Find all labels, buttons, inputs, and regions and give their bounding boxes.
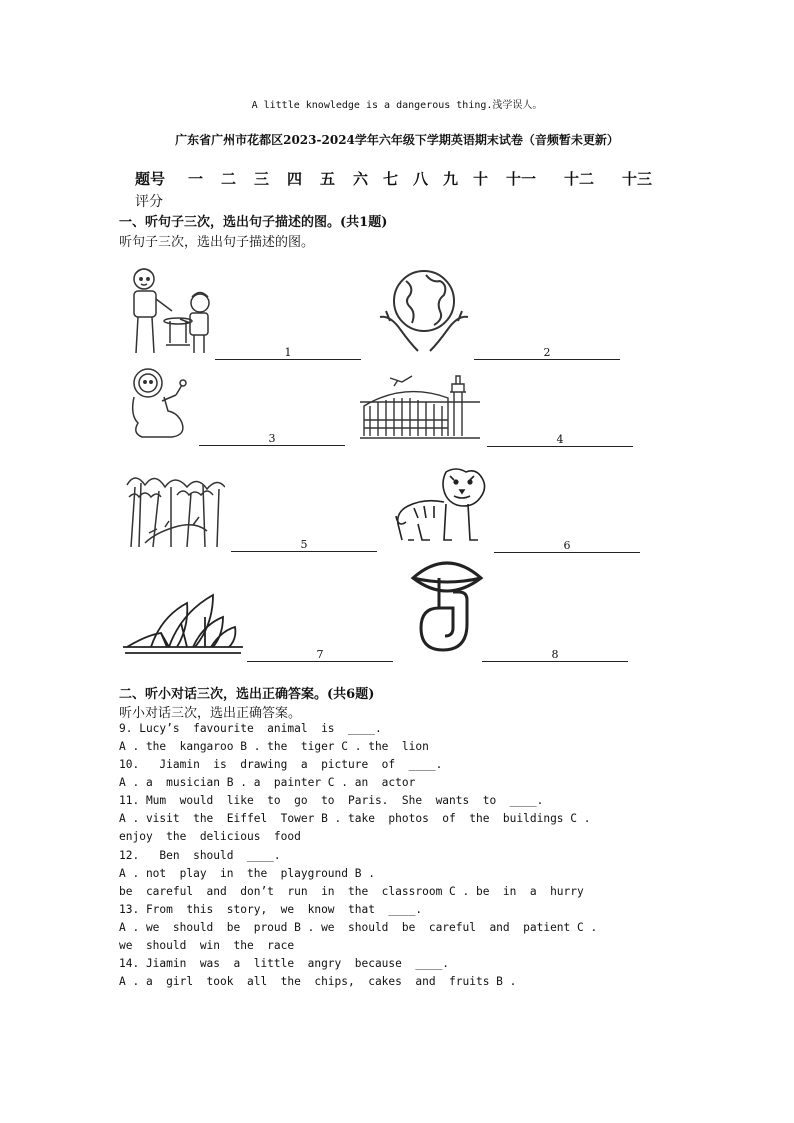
question-line: A . not play in the playground B . xyxy=(119,867,375,880)
score-col: 五 xyxy=(320,170,336,188)
question-line: 11. Mum would like to go to Paris. She wants to ____. xyxy=(119,794,544,807)
document-title: 广东省广州市花都区2023-2024学年六年级下学期英语期末试卷（音频暂未更新） xyxy=(175,133,619,147)
airport-icon xyxy=(360,366,480,440)
question-line: 12. Ben should ____. xyxy=(119,849,281,862)
people-eating-icon xyxy=(126,265,216,357)
question-line: 9. Lucy’s favourite animal is ____. xyxy=(119,722,382,735)
tiger-icon xyxy=(394,466,492,546)
score-col: 八 xyxy=(413,170,429,188)
score-col: 十三 xyxy=(622,170,653,188)
answer-blank-8[interactable]: 8 xyxy=(482,649,628,662)
question-line: A . we should be proud B . we should be careful and patient C . xyxy=(119,921,598,934)
section2-title: 二、听小对话三次，选出正确答案。(共6题) xyxy=(119,687,375,702)
earth-in-hands-icon xyxy=(376,267,472,355)
answer-blank-3[interactable]: 3 xyxy=(199,433,345,446)
score-label-number: 题号 xyxy=(135,170,166,188)
answer-blank-2[interactable]: 2 xyxy=(474,347,620,360)
question-line: 10. Jiamin is drawing a picture of ____. xyxy=(119,758,443,771)
section1-title: 一、听句子三次，选出句子描述的图。(共1题) xyxy=(119,215,388,230)
question-line: 13. From this story, we know that ____. xyxy=(119,903,423,916)
question-line: 14. Jiamin was a little angry because ____. xyxy=(119,957,450,970)
quiet-sign-icon xyxy=(409,556,485,654)
answer-blank-7[interactable]: 7 xyxy=(247,649,393,662)
question-line: enjoy the delicious food xyxy=(119,830,301,843)
question-line: A . a musician B . a painter C . an actor xyxy=(119,776,416,789)
score-col: 一 xyxy=(188,170,204,188)
answer-blank-5[interactable]: 5 xyxy=(231,539,377,552)
forest-icon xyxy=(125,467,225,547)
score-col: 三 xyxy=(254,170,270,188)
answer-blank-6[interactable]: 6 xyxy=(494,540,640,553)
score-col: 二 xyxy=(221,170,237,188)
question-line: A . visit the Eiffel Tower B . take photos of the buildings C . xyxy=(119,812,591,825)
score-col: 十二 xyxy=(564,170,595,188)
sydney-opera-house-icon xyxy=(121,593,245,657)
score-col: 四 xyxy=(287,170,303,188)
score-col: 九 xyxy=(443,170,459,188)
score-col: 十一 xyxy=(506,170,537,188)
score-col: 七 xyxy=(383,170,399,188)
question-line: A . the kangaroo B . the tiger C . the lion xyxy=(119,740,429,753)
score-table-header xyxy=(135,168,662,189)
section2-instruction: 听小对话三次，选出正确答案。 xyxy=(119,706,302,721)
question-line: be careful and don’t run in the classroom C . be in a hurry xyxy=(119,885,584,898)
question-line: we should win the race xyxy=(119,939,295,952)
score-col: 六 xyxy=(353,170,369,188)
score-col: 十 xyxy=(473,170,489,188)
section1-instruction: 听句子三次，选出句子描述的图。 xyxy=(119,235,315,250)
question-line: A . a girl took all the chips, cakes and fruits B . xyxy=(119,975,517,988)
header-quote: A little knowledge is a dangerous thing.浅学误人。 xyxy=(251,100,543,111)
answer-blank-4[interactable]: 4 xyxy=(487,434,633,447)
astronaut-icon xyxy=(126,365,194,441)
answer-blank-1[interactable]: 1 xyxy=(215,347,361,360)
score-label-score: 评分 xyxy=(135,194,163,210)
